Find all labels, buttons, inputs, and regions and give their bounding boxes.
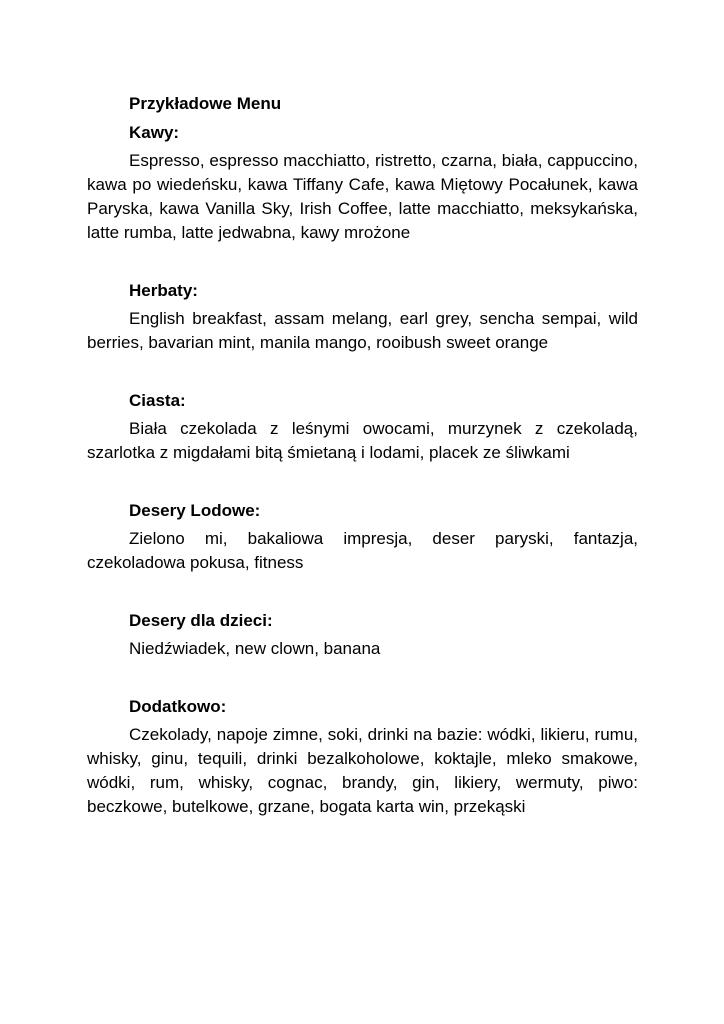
document-title: Przykładowe Menu bbox=[129, 94, 282, 113]
section-text: English breakfast, assam melang, earl grey, sencha sempai, wild berries, bavarian mint, manila mango, rooibush sweet orange bbox=[87, 309, 638, 352]
spacer bbox=[87, 465, 638, 499]
section-herbaty bbox=[87, 279, 638, 355]
spacer bbox=[87, 575, 638, 609]
section-text: Czekolady, napoje zimne, soki, drinki na bazie: wódki, likieru, rumu, whisky, ginu, tequili, drinki bezalkoholowe, koktajle, mleko smakowe, wódki, rum, whisky, cognac, brandy, gin, likiery, wermuty, piwo: beczkowe, butelkowe, grzane, bogata karta win, przekąski bbox=[87, 725, 638, 816]
section-text: Espresso, espresso macchiatto, ristretto, czarna, biała, cappuccino, kawa po wiedeńsku, kawa Tiffany Cafe, kawa Miętowy Pocałunek, kawa Paryska, kawa Vanilla Sky, Irish Coffee, latte macchiatto, meksykańska, latte rumba, latte jedwabna, kawy mrożone bbox=[87, 151, 638, 242]
section-text: Biała czekolada z leśnymi owocami, murzynek z czekoladą, szarlotka z migdałami bitą śmietaną i lodami, placek ze śliwkami bbox=[87, 419, 638, 462]
section-heading: Ciasta: bbox=[129, 391, 186, 410]
spacer bbox=[87, 355, 638, 389]
spacer bbox=[87, 661, 638, 695]
section-heading: Dodatkowo: bbox=[129, 697, 227, 716]
section-heading: Desery dla dzieci: bbox=[129, 611, 273, 630]
menu-document bbox=[87, 92, 638, 819]
section-heading: Kawy: bbox=[129, 123, 180, 142]
section-heading: Herbaty: bbox=[129, 281, 198, 300]
section-desery-dla-dzieci bbox=[87, 609, 638, 661]
section-text: Niedźwiadek, new clown, banana bbox=[129, 639, 381, 658]
section-ciasta bbox=[87, 389, 638, 465]
section-dodatkowo bbox=[87, 695, 638, 819]
spacer bbox=[87, 245, 638, 279]
section-kawy bbox=[87, 121, 638, 245]
section-desery-lodowe bbox=[87, 499, 638, 575]
section-heading: Desery Lodowe: bbox=[129, 501, 261, 520]
section-text: Zielono mi, bakaliowa impresja, deser paryski, fantazja, czekoladowa pokusa, fitness bbox=[87, 529, 638, 572]
